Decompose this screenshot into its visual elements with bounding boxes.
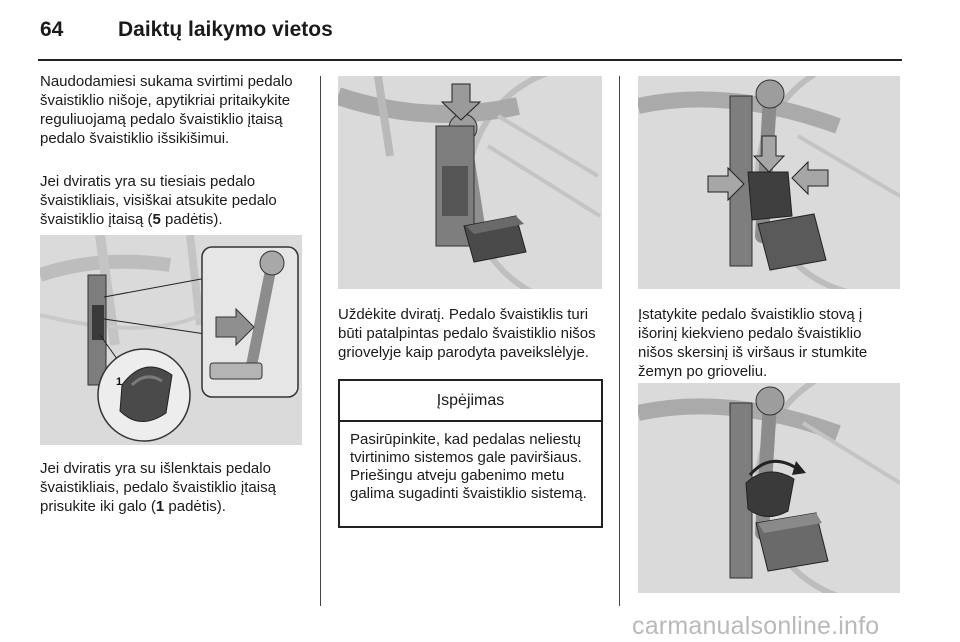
warning-text: Pasirūpinkite, kad pedalas neliestų tvirtinimo sistemos gale paviršiaus. Priešingu atveju gabenimo metu galima sugadinti švaistiklio sistemą. [350,431,587,502]
warning-title: Įspėjimas [340,381,601,422]
watermark: carmanualsonline.info [632,612,880,640]
column-divider-1 [320,76,321,606]
figure-position-label: 1 [116,376,123,388]
col1-paragraph-3: Jei dviratis yra su išlenktais pedalo švaistikliais, pedalo švaistiklio įtaisą prisukite iki galo (1 padėtis). [40,460,276,515]
holder-insert-figure [638,76,900,289]
col1-paragraph-1: Naudodamiesi sukama svirtimi pedalo švaistiklio nišoje, apytikriai pritaikykite reguliuojamą pedalo švaistiklio įtaisą pedalo švaistiklio išsikišimui. [40,73,293,147]
holder-insert-illustration [638,76,900,289]
page-number: 64 [40,18,64,41]
col1-paragraph-2: Jei dviratis yra su tiesiais pedalo švaistikliais, visiškai atsukite pedalo švaistiklio įtaisą (5 padėtis). [40,173,277,228]
col3-paragraph-1: Įstatykite pedalo švaistiklio stovą į išorinį kiekvieno pedalo švaistiklio nišos skersinį iš viršaus ir stumkite žemyn po grioveliu. [638,306,868,380]
header-divider [38,59,902,61]
crank-adjuster-figure [40,235,302,445]
bike-placement-illustration [338,76,602,289]
page-title: Daiktų laikymo vietos [118,18,333,41]
column-divider-2 [619,76,620,606]
bike-placement-figure [338,76,602,289]
holder-pushed-figure [638,383,900,593]
crank-adjuster-illustration [40,235,302,445]
warning-box [338,379,603,528]
col2-paragraph-1: Uždėkite dviratį. Pedalo švaistiklis turi būti patalpintas pedalo švaistiklio nišos griovelyje kaip parodyta paveikslėlyje. [338,306,596,361]
holder-pushed-illustration [638,383,900,593]
